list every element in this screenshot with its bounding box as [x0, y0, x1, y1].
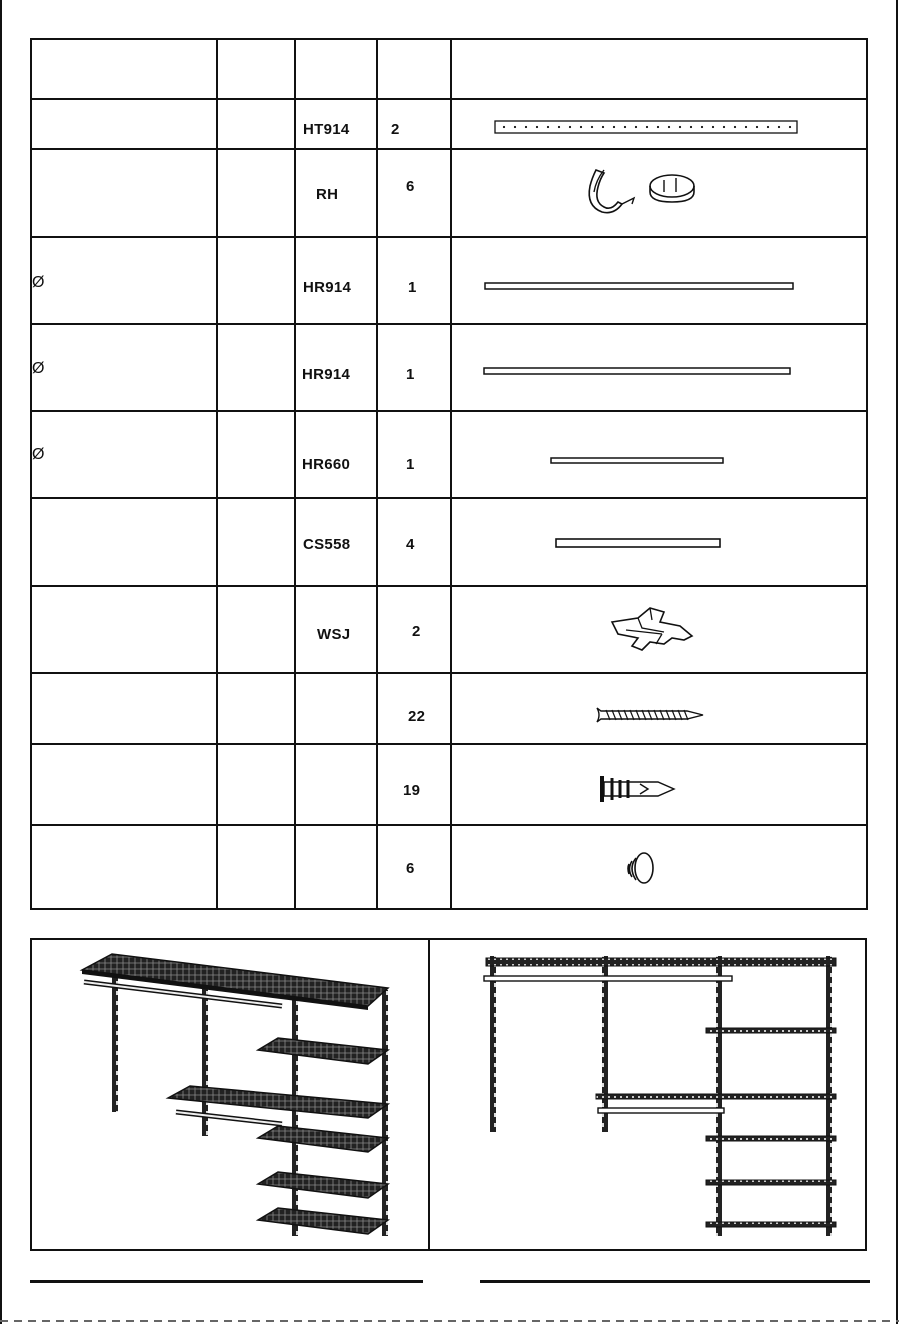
part-code: RH [316, 186, 339, 203]
row-divider [30, 410, 868, 412]
diameter-symbol: Ø [32, 274, 45, 291]
row-divider [30, 672, 868, 674]
part-quantity: 2 [412, 623, 421, 640]
row-divider [30, 236, 868, 238]
row-divider [30, 148, 868, 150]
part-quantity: 6 [406, 178, 415, 195]
table-border-right [866, 40, 868, 908]
part-code: WSJ [317, 626, 351, 643]
hanging-rod-icon [550, 456, 726, 466]
connector-strip-icon [555, 538, 723, 550]
diameter-symbol: Ø [32, 446, 45, 463]
hanging-rod-icon [484, 281, 796, 291]
wire-shelf-joiner-icon [606, 606, 702, 654]
row-divider [30, 585, 868, 587]
part-quantity: 4 [406, 536, 415, 553]
column-divider [216, 40, 218, 908]
hanging-track-icon [494, 120, 800, 136]
diagram-divider [428, 940, 430, 1249]
part-code: CS558 [303, 536, 351, 553]
part-code: HR914 [302, 366, 351, 383]
part-code: HR914 [303, 279, 352, 296]
table-border-left [30, 40, 32, 908]
part-quantity: 22 [408, 708, 426, 725]
part-quantity: 1 [406, 456, 415, 473]
assembly-diagrams [30, 938, 867, 1251]
footer-rule-left [30, 1280, 423, 1283]
column-divider [376, 40, 378, 908]
page-border-right [896, 0, 898, 1324]
screw-icon [594, 706, 706, 724]
part-quantity: 19 [403, 782, 421, 799]
closet-system-perspective-icon [72, 948, 402, 1240]
page-border-left [0, 0, 2, 1324]
page-bottom-edge [0, 1320, 899, 1322]
closet-system-front-view-icon [480, 950, 840, 1242]
part-quantity: 2 [391, 121, 400, 138]
hanging-rod-icon [483, 366, 793, 376]
parts-table [30, 38, 868, 910]
diameter-symbol: Ø [32, 360, 45, 377]
part-code: HT914 [303, 121, 350, 138]
end-cap-icon [626, 850, 656, 888]
column-divider [450, 40, 452, 908]
part-code: HR660 [302, 456, 351, 473]
row-divider [30, 98, 868, 100]
rod-holder-icon [578, 166, 704, 220]
part-quantity: 1 [406, 366, 415, 383]
row-divider [30, 824, 868, 826]
wall-anchor-icon [598, 774, 680, 804]
part-quantity: 1 [408, 279, 417, 296]
row-divider [30, 323, 868, 325]
column-divider [294, 40, 296, 908]
part-quantity: 6 [406, 860, 415, 877]
row-divider [30, 497, 868, 499]
row-divider [30, 743, 868, 745]
footer-rule-right [480, 1280, 870, 1283]
